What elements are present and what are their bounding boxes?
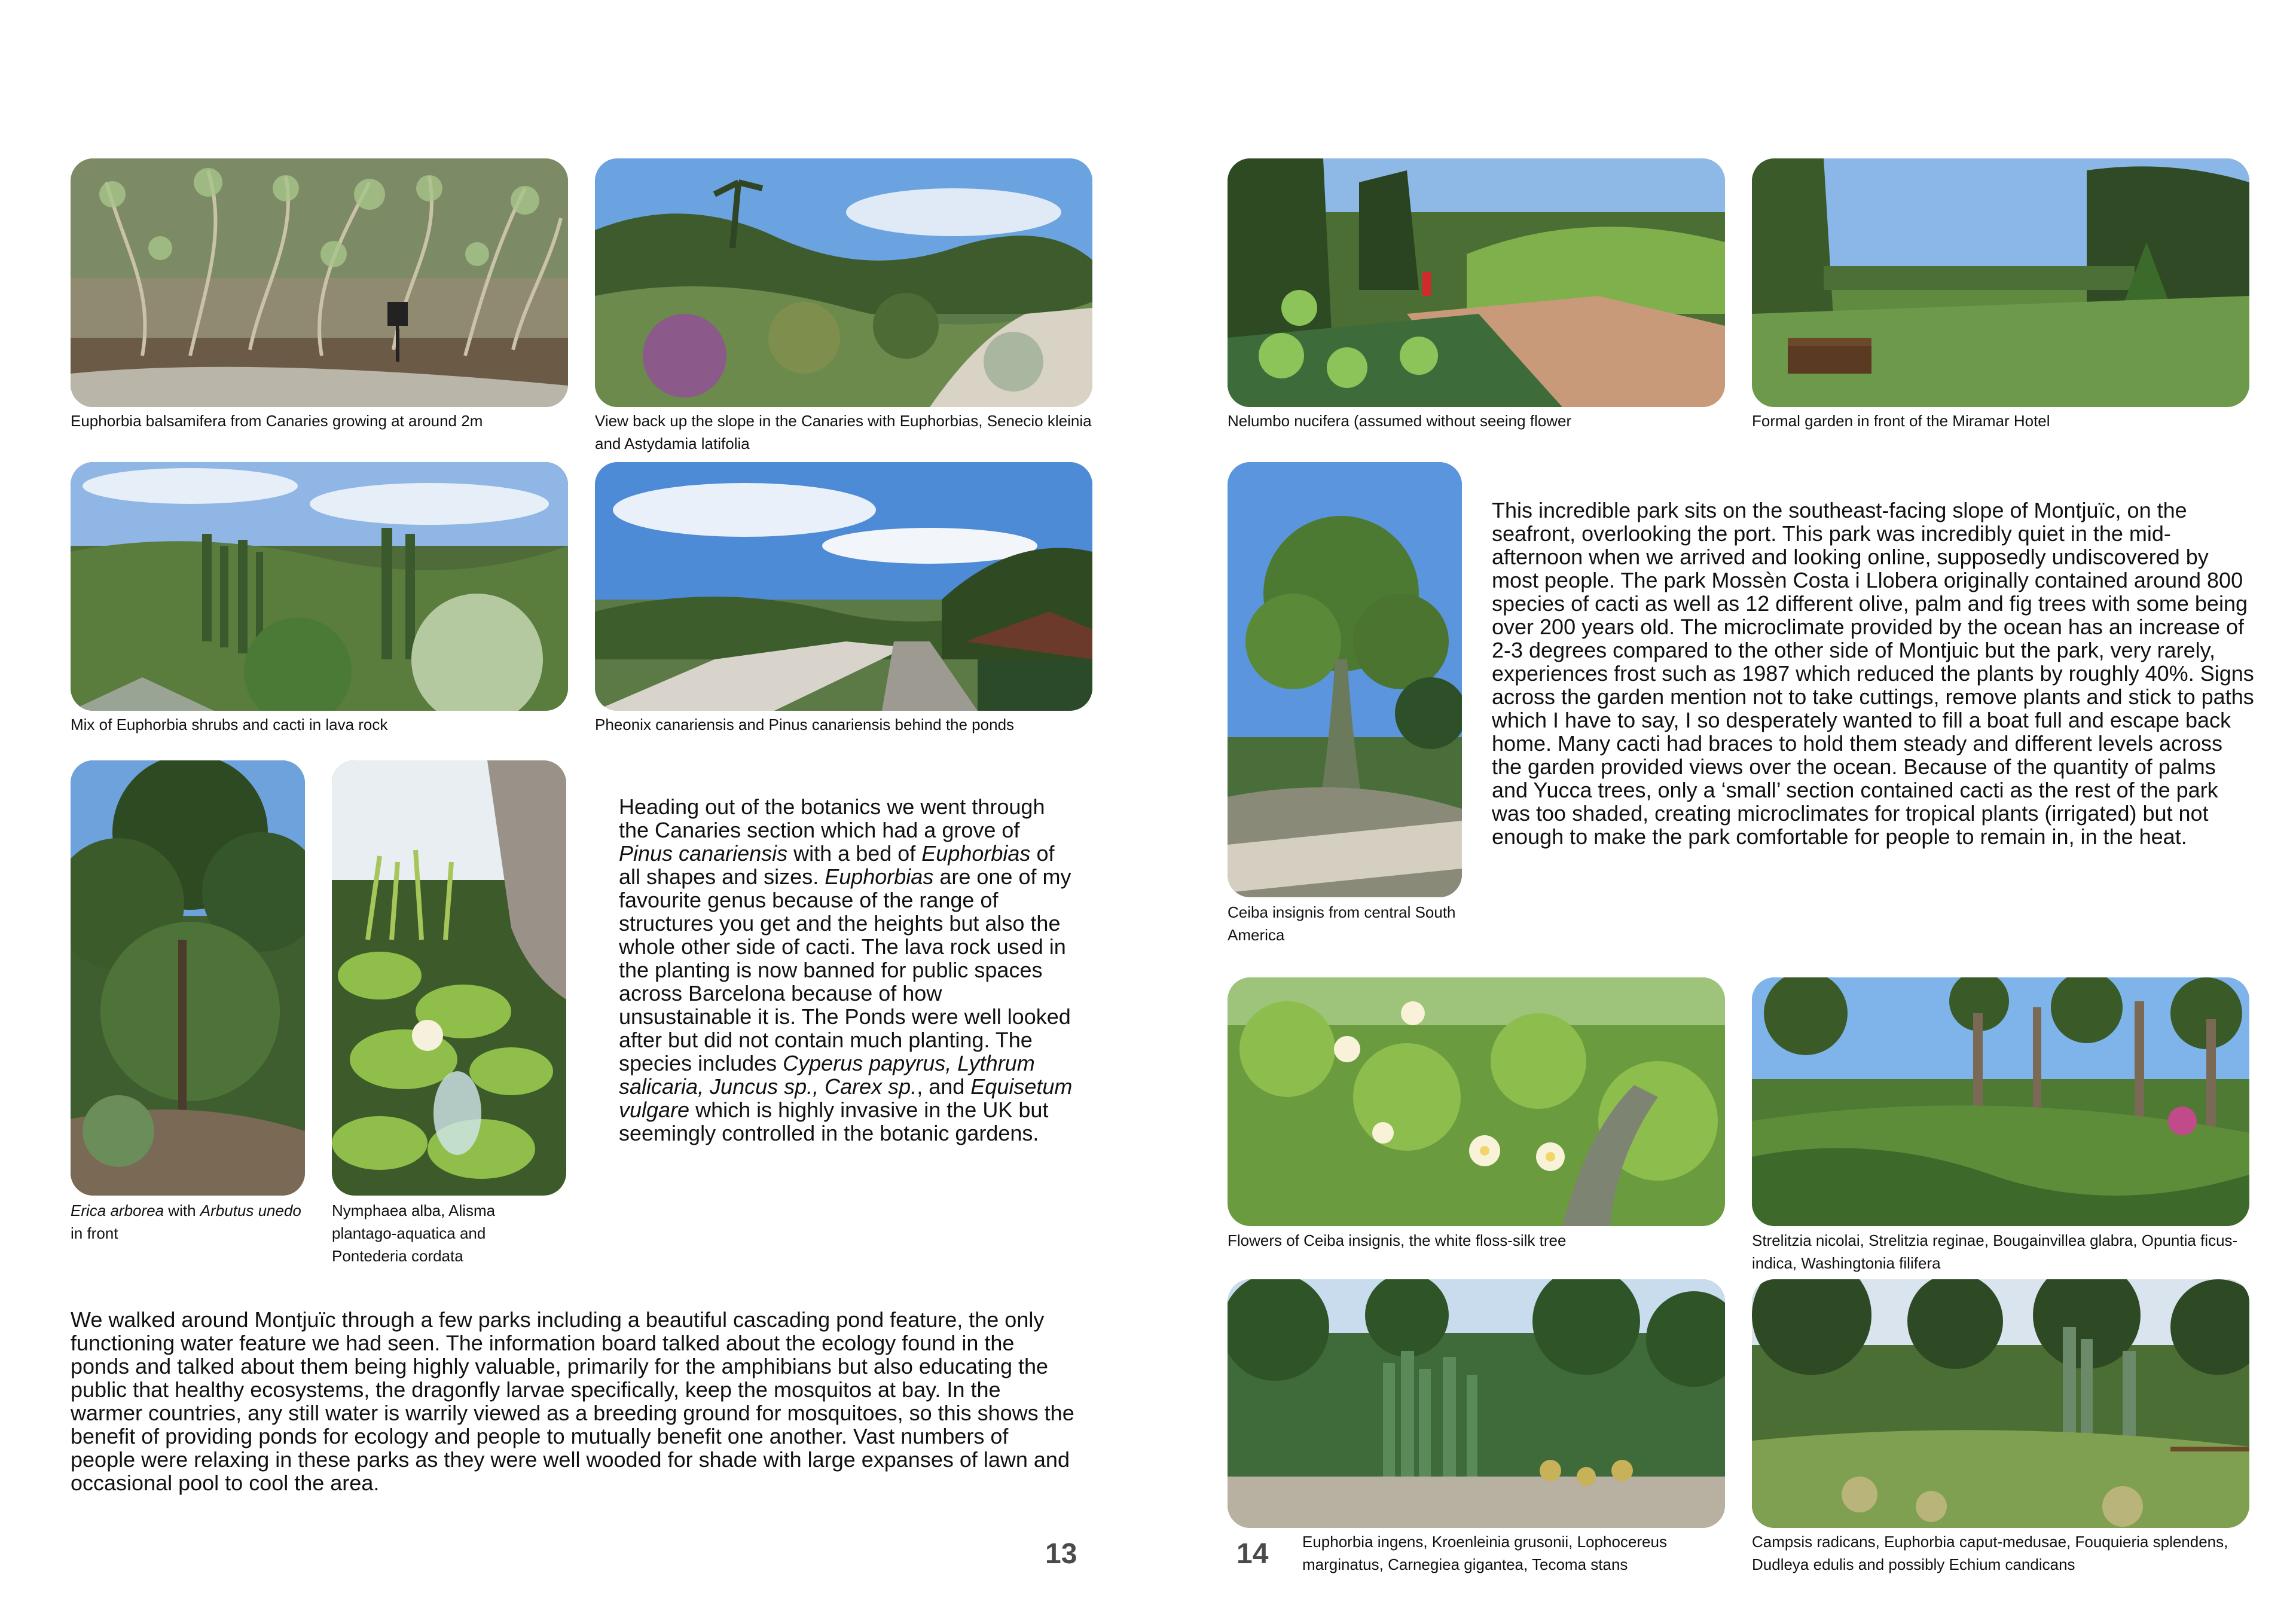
photo-formal-garden bbox=[1752, 158, 2249, 407]
erica-suffix: in front bbox=[71, 1224, 118, 1242]
caption-ceiba-flowers: Flowers of Ceiba insignis, the white floss-silk tree bbox=[1228, 1231, 1567, 1249]
photo-ceiba-insignis bbox=[1228, 462, 1462, 897]
photo-strelitzia bbox=[1752, 977, 2249, 1226]
erica-joiner: with bbox=[164, 1202, 200, 1219]
campsis-photo-graphic bbox=[1752, 1279, 2249, 1528]
photo-erica-arborea bbox=[71, 760, 305, 1196]
ceiba-photo-graphic bbox=[1228, 462, 1462, 897]
formal-garden-photo-graphic bbox=[1752, 158, 2249, 407]
cacti-photo-graphic bbox=[71, 462, 568, 711]
photo-euphorbia-mix bbox=[71, 462, 568, 711]
photo-campsis-radicans bbox=[1752, 1279, 2249, 1528]
nelumbo-photo-graphic bbox=[1228, 158, 1725, 407]
erica-species-1: Erica arborea bbox=[71, 1202, 164, 1219]
botanics-species-2: Euphorbias bbox=[921, 841, 1031, 866]
caption-campsis: Campsis radicans, Euphorbia caput-medusae, Fouquieria splendens, Dudleya edulis and possibly Echium candicans bbox=[1752, 1533, 2228, 1573]
botanics-species-3: Euphorbias bbox=[825, 864, 934, 889]
botanics-text-6: which is highly invasive in the UK but seemingly controlled in the botanic gardens. bbox=[619, 1098, 1049, 1145]
photo-ceiba-flowers bbox=[1228, 977, 1725, 1226]
caption-nelumbo: Nelumbo nucifera (assumed without seeing flower bbox=[1228, 412, 1572, 430]
photo-euphorbia-ingens bbox=[1228, 1279, 1725, 1528]
caption-nymphaea-alba: Nymphaea alba, Alisma plantago-aquatica and Pontederia cordata bbox=[332, 1202, 496, 1265]
ceiba-flowers-photo-graphic bbox=[1228, 977, 1725, 1226]
ponds-photo-graphic bbox=[595, 462, 1092, 711]
caption-ceiba: Ceiba insignis from central South America bbox=[1228, 903, 1456, 944]
montjuic-paragraph: We walked around Montjuïc through a few parks including a beautiful cascading pond feature, the only functioning water feature we had seen. The information board talked about the ecology found in the ponds and talked about them being highly valuable, primarily for the amphibians but also educating the public that healthy ecosystems, the dragonfly larvae specifically, keep the mosquitos at bay. In the warmer countries, any still water is warrily viewed as a breeding ground for mosquitoes, so this shows the benefit of providing ponds for ecology and people to mutually benefit one another. Vast numbers of people were relaxing in these parks as they were well wooded for shade with large expanses of lawn and occasional pool to cool the area. bbox=[71, 1307, 1074, 1495]
nymphaea-photo-graphic bbox=[332, 760, 566, 1196]
photo-pheonix-ponds bbox=[595, 462, 1092, 711]
page-number-left: 13 bbox=[1045, 1538, 1077, 1570]
botanics-text-5: , and bbox=[917, 1074, 971, 1099]
botanics-text-2: with a bed of bbox=[787, 841, 922, 866]
erica-species-2: Arbutus unedo bbox=[200, 1202, 301, 1219]
caption-euphorbia-ingens: Euphorbia ingens, Kroenleinia grusonii, Lophocereus marginatus, Carnegiea gigantea, Tecoma stans bbox=[1302, 1533, 1667, 1573]
botanics-species-1: Pinus canariensis bbox=[619, 841, 788, 866]
slope-photo-graphic bbox=[595, 158, 1092, 407]
photo-slope-view bbox=[595, 158, 1092, 407]
caption-erica-arborea bbox=[71, 1199, 305, 1245]
caption-euphorbia-balsamifera: Euphorbia balsamifera from Canaries growing at around 2m bbox=[71, 412, 483, 430]
euphorbia-ingens-photo-graphic bbox=[1228, 1279, 1725, 1528]
photo-nymphaea-alba bbox=[332, 760, 566, 1196]
botanics-text-1: Heading out of the botanics we went through the Canaries section which had a grove of bbox=[619, 794, 1045, 842]
caption-slope-view: View back up the slope in the Canaries with Euphorbias, Senecio kleinia and Astydamia latifolia bbox=[595, 412, 1092, 453]
erica-photo-graphic bbox=[71, 760, 305, 1196]
caption-strelitzia: Strelitzia nicolai, Strelitzia reginae, Bougainvillea glabra, Opuntia ficus-indica, Washingtonia filifera bbox=[1752, 1231, 2238, 1272]
strelitzia-photo-graphic bbox=[1752, 977, 2249, 1226]
photo-nelumbo-nucifera bbox=[1228, 158, 1725, 407]
caption-pheonix-ponds: Pheonix canariensis and Pinus canariensis behind the ponds bbox=[595, 716, 1015, 733]
caption-euphorbia-mix: Mix of Euphorbia shrubs and cacti in lava rock bbox=[71, 716, 388, 733]
botanics-text-3: of all shapes and sizes. bbox=[619, 841, 1055, 889]
caption-formal-garden: Formal garden in front of the Miramar Hotel bbox=[1752, 412, 2050, 430]
botanics-species-5: Equisetum vulgare bbox=[619, 1074, 1073, 1122]
botanics-species-4: Cyperus papyrus, Lythrum salicaria, Juncus sp., Carex sp. bbox=[619, 1051, 1035, 1099]
botanics-paragraph bbox=[619, 795, 1073, 1145]
botanics-text-4: are one of my favourite genus because of the range of structures you get and the heights but also the whole other side of cacti. The lava rock used in the planting is now banned for public spaces across Barcelona because of how unsustainable it is. The Ponds were well looked after but did not contain much planting. The species includes bbox=[619, 864, 1071, 1075]
page-number-right: 14 bbox=[1236, 1538, 1269, 1570]
shrub-photo-graphic bbox=[71, 158, 568, 407]
photo-euphorbia-balsamifera bbox=[71, 158, 568, 407]
park-paragraph: This incredible park sits on the southeast-facing slope of Montjuïc, on the seafront, overlooking the port. This park was incredibly quiet in the mid-afternoon when we arrived and looking online, supposedly undiscovered by most people. The park Mossèn Costa i Llobera originally contained around 800 species of cacti as well as 12 different olive, palm and fig trees with some being over 200 years old. The microclimate provided by the ocean has an increase of 2-3 degrees compared to the other side of Montjuic but the park, very rarely, experiences frost such as 1987 which reduced the plants by roughly 40%. Signs across the garden mention not to take cuttings, remove plants and stick to paths which I have to say, I so desperately wanted to fill a boat full and escape back home. Many cacti had braces to hold them steady and different levels across the garden provided views over the ocean. Because of the quantity of palms and Yucca trees, only a ‘small’ section contained cacti as the rest of the park was too shaded, creating microclimates for tropical plants (irrigated) but not enough to make the park comfortable for people to remain in, in the heat. bbox=[1492, 498, 2254, 849]
